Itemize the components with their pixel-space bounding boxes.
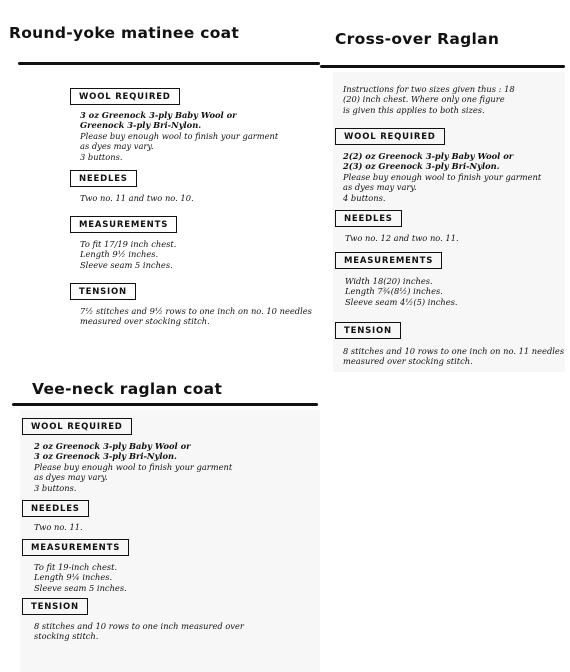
cross-over-measurements-line: Width 18(20) inches. (345, 276, 433, 286)
round-yoke-measurements-line: Length 9½ inches. (80, 249, 159, 260)
cross-over-title: Cross-over Raglan (335, 30, 500, 48)
round-yoke-needles-text: Two no. 11 and two no. 10. (80, 193, 194, 203)
vee-neck-needles-heading: NEEDLES (22, 500, 89, 517)
vee-neck-tension-line: 8 stitches and 10 rows to one inch measured over (34, 621, 244, 631)
round-yoke-wool-note: 3 buttons. (80, 151, 123, 162)
cross-over-wool-note: 4 buttons. (343, 192, 386, 203)
cross-over-wool-heading: WOOL REQUIRED (335, 128, 445, 145)
round-yoke-measurements-text (80, 239, 176, 270)
cross-over-needles-text: Two no. 12 and two no. 11. (345, 233, 459, 243)
cross-over-rule (320, 65, 565, 68)
cross-over-wool-line: 2(2) oz Greenock 3-ply Baby Wool or (343, 151, 514, 161)
cross-over-wool-text (343, 151, 541, 203)
round-yoke-wool-line: Greenock 3-ply Bri-Nylon. (80, 120, 202, 131)
round-yoke-measurements-heading: MEASUREMENTS (70, 216, 177, 233)
round-yoke-wool-heading: WOOL REQUIRED (70, 88, 180, 105)
cross-over-tension-line: measured over stocking stitch. (343, 356, 473, 367)
cross-over-intro-line: is given this applies to both sizes. (343, 104, 485, 115)
round-yoke-wool-note: Please buy enough wool to finish your garment (80, 130, 279, 141)
cross-over-wool-note: Please buy enough wool to finish your garment (343, 171, 542, 182)
vee-neck-wool-note: 3 buttons. (34, 482, 77, 493)
cross-over-wool-note: as dyes may vary. (343, 182, 417, 193)
round-yoke-tension-line: 7½ stitches and 9½ rows to one inch on no. 10 needles (80, 306, 312, 316)
vee-neck-tension-line: stocking stitch. (34, 631, 99, 642)
round-yoke-needles-heading: NEEDLES (70, 170, 137, 187)
round-yoke-measurements-line: To fit 17/19 inch chest. (80, 239, 177, 249)
vee-neck-title: Vee-neck raglan coat (32, 380, 223, 398)
vee-neck-measurements-heading: MEASUREMENTS (22, 539, 129, 556)
vee-neck-tension-text (34, 621, 244, 642)
vee-neck-measurements-line: Sleeve seam 5 inches. (34, 582, 127, 593)
cross-over-tension-text (343, 346, 564, 367)
vee-neck-wool-line: 2 oz Greenock 3-ply Baby Wool or (34, 441, 191, 451)
vee-neck-measurements-text (34, 562, 127, 593)
round-yoke-title: Round-yoke matinee coat (9, 24, 240, 42)
round-yoke-rule (18, 62, 320, 65)
round-yoke-wool-note: as dyes may vary. (80, 141, 154, 152)
cross-over-tension-heading: TENSION (335, 322, 401, 339)
vee-neck-measurements-line: Length 9¼ inches. (34, 572, 113, 583)
cross-over-intro-line: (20) inch chest. Where only one figure (343, 94, 505, 105)
round-yoke-measurements-line: Sleeve seam 5 inches. (80, 259, 173, 270)
round-yoke-wool-text (80, 110, 278, 162)
round-yoke-tension-heading: TENSION (70, 283, 136, 300)
cross-over-needles-heading: NEEDLES (335, 210, 402, 227)
vee-neck-wool-note: Please buy enough wool to finish your garment (34, 461, 233, 472)
cross-over-measurements-line: Length 7¾(8½) inches. (345, 286, 443, 297)
cross-over-measurements-line: Sleeve seam 4½(5) inches. (345, 296, 458, 307)
round-yoke-tension-text (80, 306, 312, 327)
cross-over-tension-line: 8 stitches and 10 rows to one inch on no. 11 needles (343, 346, 565, 356)
cross-over-measurements-text (345, 276, 458, 307)
vee-neck-wool-note: as dyes may vary. (34, 472, 108, 483)
round-yoke-tension-line: measured over stocking stitch. (80, 316, 210, 327)
vee-neck-wool-text (34, 441, 232, 493)
cross-over-intro-line: Instructions for two sizes given thus : 18 (343, 84, 515, 94)
cross-over-intro (343, 84, 515, 115)
vee-neck-tension-heading: TENSION (22, 598, 88, 615)
vee-neck-wool-line: 3 oz Greenock 3-ply Bri-Nylon. (34, 451, 177, 462)
vee-neck-needles-text: Two no. 11. (34, 522, 83, 532)
vee-neck-wool-heading: WOOL REQUIRED (22, 418, 132, 435)
cross-over-wool-line: 2(3) oz Greenock 3-ply Bri-Nylon. (343, 161, 500, 172)
cross-over-measurements-heading: MEASUREMENTS (335, 252, 442, 269)
vee-neck-rule (12, 403, 318, 406)
vee-neck-measurements-line: To fit 19-inch chest. (34, 562, 118, 572)
round-yoke-wool-line: 3 oz Greenock 3-ply Baby Wool or (80, 110, 237, 120)
